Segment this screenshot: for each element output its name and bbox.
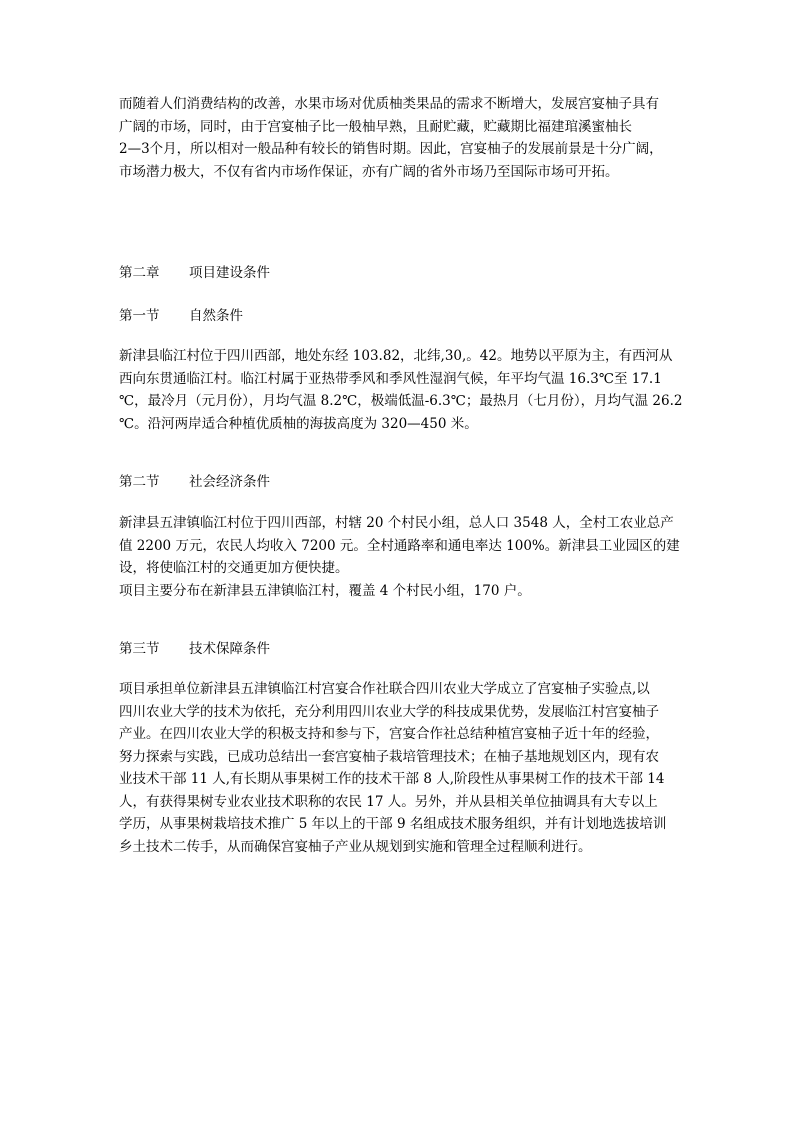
paragraph-line: 2—3个月，所以相对一般品种有较长的销售时期。因此，宫宴柚子的发展前景是十分广阔， bbox=[119, 141, 663, 157]
chapter-number: 第二章 bbox=[119, 265, 160, 281]
paragraph-line: 而随着人们消费结构的改善，水果市场对优质柚类果品的需求不断增大，发展宫宴柚子具有 bbox=[119, 96, 659, 112]
section-heading-socioeconomic bbox=[119, 473, 270, 491]
paragraph-line: 乡土技术二传手，从而确保宫宴柚子产业从规划到实施和管理全过程顺利进行。 bbox=[119, 838, 592, 855]
section-number: 第一节 bbox=[119, 308, 160, 324]
paragraph-line: 新津县临江村位于四川西部，地处东经 103.82，北纬,30,。42。地势以平原为主，有西河从 bbox=[119, 348, 673, 364]
section-title: 自然条件 bbox=[189, 308, 243, 324]
paragraph-line: 努力探索与实践，已成功总结出一套宫宴柚子栽培管理技术；在柚子基地规划区内，现有农 bbox=[119, 748, 659, 765]
paragraph-line: 新津县五津镇临江村位于四川西部，村辖 20 个村民小组，总人口 3548 人，全村工农业总产 bbox=[119, 515, 674, 531]
paragraph-line: 产业。在四川农业大学的积极支持和参与下，宫宴合作社总结种植宫宴柚子近十年的经验， bbox=[119, 726, 659, 742]
paragraph-line: 学历，从事果树栽培技术推广 5 年以上的干部 9 名组成技术服务组织，并有计划地选拔培训 bbox=[119, 816, 667, 832]
paragraph-line: 广阔的市场，同时，由于宫宴柚子比一般柚早熟，且耐贮藏，贮藏期比福建琯溪蜜柚长 bbox=[119, 118, 632, 135]
paragraph-line: 市场潜力极大，不仅有省内市场作保证，亦有广阔的省外市场乃至国际市场可开拓。 bbox=[119, 163, 619, 180]
natural-conditions-paragraph bbox=[119, 345, 684, 435]
paragraph-line: 四川农业大学的技术为依托，充分利用四川农业大学的科技成果优势，发展临江村宫宴柚子 bbox=[119, 703, 659, 720]
paragraph-line: ℃。沿河两岸适合种植优质柚的海拔高度为 320—450 米。 bbox=[119, 415, 478, 432]
section-title: 技术保障条件 bbox=[189, 641, 270, 657]
intro-paragraph bbox=[119, 93, 684, 183]
paragraph-line: 人，有获得果树专业农业技术职称的农民 17 人。另外，并从县相关单位抽调具有大专以上 bbox=[119, 793, 658, 810]
paragraph-line: 西向东贯通临江村。临江村属于亚热带季风和季风性湿润气候，年平均气温 16.3℃至 17.1 bbox=[119, 370, 662, 387]
paragraph-line: 值 2200 万元，农民人均收入 7200 元。全村通路率和通电率达 100%。新津县工业园区的建 bbox=[119, 537, 680, 554]
section-heading-technical bbox=[119, 640, 270, 658]
technical-support-paragraph bbox=[119, 678, 684, 858]
chapter-heading bbox=[119, 264, 270, 282]
paragraph-line: 设，将使临江村的交通更加方便快捷。 bbox=[119, 560, 349, 576]
chapter-title: 项目建设条件 bbox=[189, 265, 270, 281]
section-number: 第二节 bbox=[119, 474, 160, 490]
paragraph-line: 项目主要分布在新津县五津镇临江村，覆盖 4 个村民小组，170 户。 bbox=[119, 582, 531, 599]
paragraph-line: ℃，最冷月（元月份），月均气温 8.2℃，极端低温-6.3℃；最热月（七月份），月均气温 26.2 bbox=[119, 393, 683, 409]
paragraph-line: 业技术干部 11 人,有长期从事果树工作的技术干部 8 人,阶段性从事果树工作的技术干部 14 bbox=[119, 771, 665, 787]
socioeconomic-paragraph bbox=[119, 512, 684, 602]
section-heading-natural bbox=[119, 307, 243, 325]
paragraph-line: 项目承担单位新津县五津镇临江村宫宴合作社联合四川农业大学成立了宫宴柚子实验点,以 bbox=[119, 681, 650, 697]
section-title: 社会经济条件 bbox=[189, 474, 270, 490]
section-number: 第三节 bbox=[119, 641, 160, 657]
